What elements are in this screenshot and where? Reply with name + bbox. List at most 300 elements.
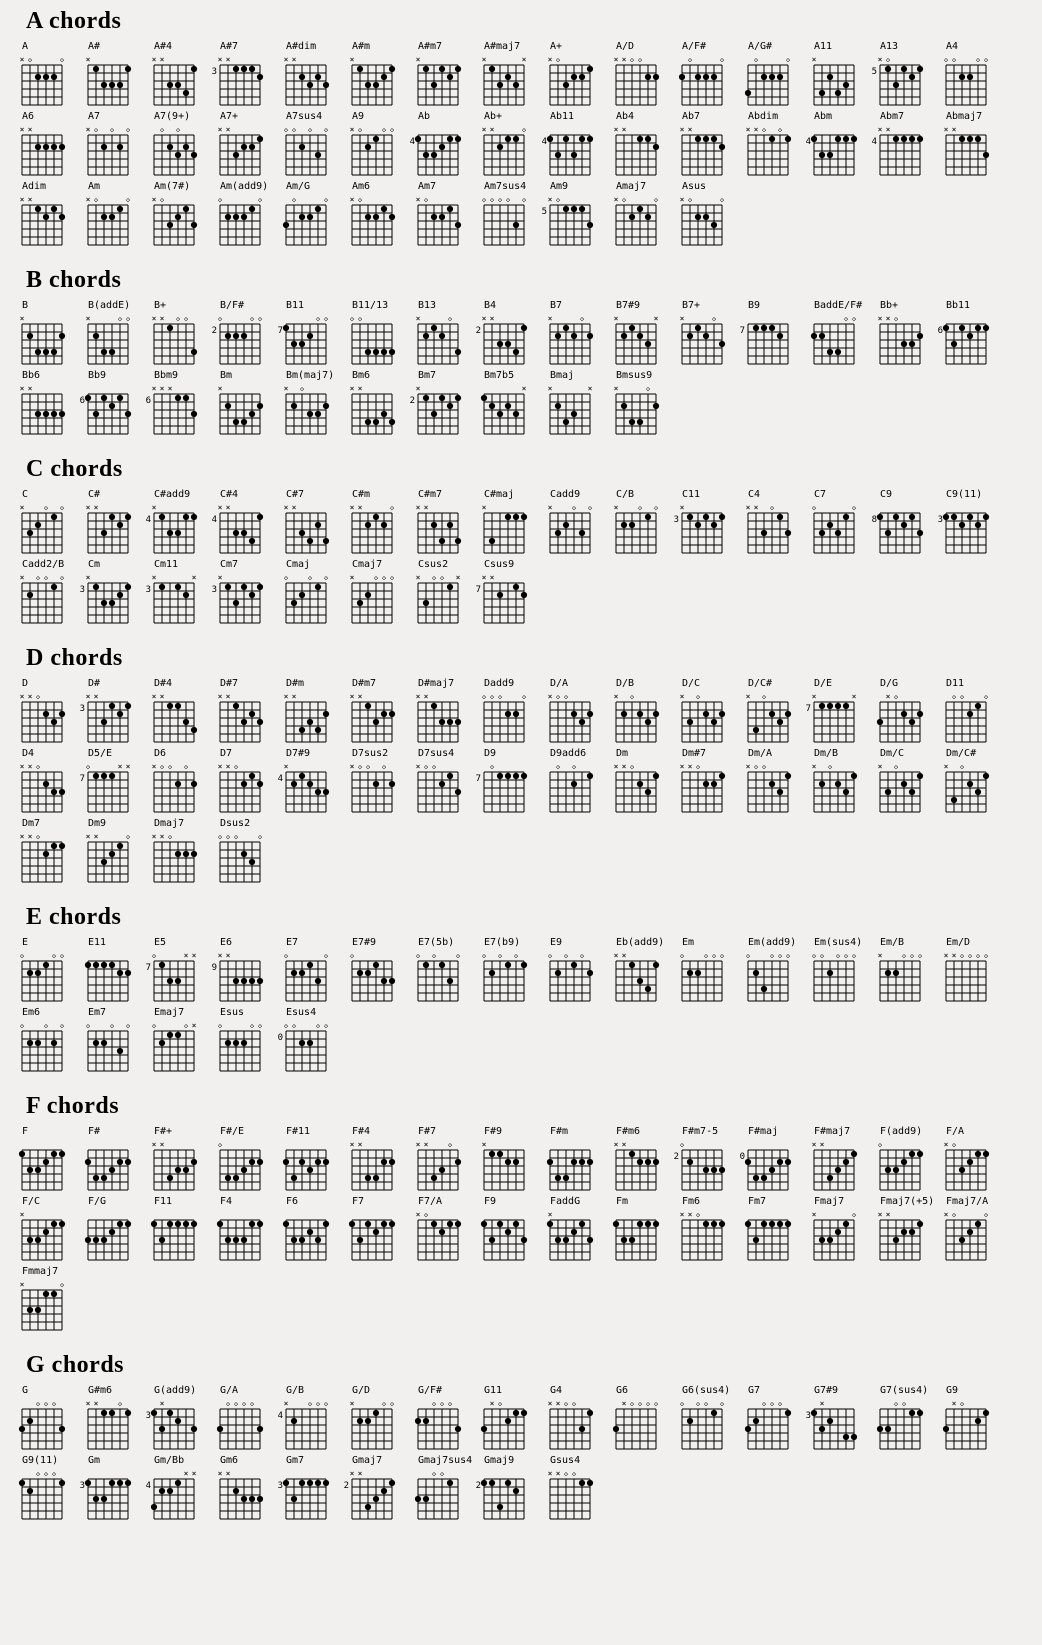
finger-dot: [835, 1167, 841, 1173]
open-string-marker: ◇: [167, 763, 173, 771]
finger-dot: [183, 719, 189, 725]
finger-dot: [249, 978, 255, 984]
finger-dot: [241, 419, 247, 425]
finger-dot: [323, 789, 329, 795]
finger-dot: [579, 1159, 585, 1165]
finger-dot: [975, 789, 981, 795]
chord-name: Bm7b5: [484, 370, 515, 381]
finger-dot: [687, 719, 693, 725]
fret-position-label: 4: [211, 515, 217, 525]
chord-name: A11: [814, 41, 833, 52]
muted-string-marker: ×: [587, 384, 593, 393]
finger-dot: [101, 1040, 107, 1046]
muted-string-marker: ×: [291, 503, 297, 512]
open-string-marker: ◇: [159, 763, 165, 771]
chord-name: Cadd2/B: [22, 559, 65, 570]
finger-dot: [175, 395, 181, 401]
finger-dot: [373, 1496, 379, 1502]
chord-grid: [272, 760, 338, 814]
chord-grid: [8, 1278, 74, 1332]
finger-dot: [249, 859, 255, 865]
finger-dot: [455, 538, 461, 544]
chord-name: Cmaj7: [352, 559, 383, 570]
finger-dot: [307, 781, 313, 787]
finger-dot: [753, 970, 759, 976]
chord-diagram: [536, 111, 602, 177]
chord-name: C#m: [352, 489, 371, 500]
finger-dot: [835, 349, 841, 355]
finger-dot: [447, 1480, 453, 1486]
chord-name: Bb6: [22, 370, 41, 381]
finger-dot: [365, 419, 371, 425]
finger-dot: [365, 1221, 371, 1227]
finger-dot: [819, 703, 825, 709]
finger-dot: [455, 1159, 461, 1165]
finger-dot: [637, 711, 643, 717]
chord-diagram: [338, 370, 404, 436]
finger-dot: [877, 514, 883, 520]
chord-diagram: [470, 1385, 536, 1451]
chord-name: E5: [154, 937, 167, 948]
chord-diagram: [932, 678, 998, 744]
finger-dot: [645, 341, 651, 347]
finger-dot: [505, 1159, 511, 1165]
finger-dot: [307, 82, 313, 88]
finger-dot: [323, 711, 329, 717]
finger-dot: [917, 1221, 923, 1227]
chord-diagram: [8, 1266, 74, 1332]
chord-name: E11: [88, 937, 107, 948]
chord-grid: [404, 53, 470, 107]
chord-grid: [140, 949, 206, 1003]
muted-string-marker: ×: [613, 503, 619, 512]
chord-name: D#m: [286, 678, 305, 689]
muted-string-marker: ×: [489, 1399, 495, 1408]
finger-dot: [975, 325, 981, 331]
finger-dot: [257, 781, 263, 787]
finger-dot: [917, 66, 923, 72]
muted-string-marker: ×: [415, 1210, 421, 1219]
finger-dot: [175, 82, 181, 88]
finger-dot: [291, 1237, 297, 1243]
finger-dot: [505, 773, 511, 779]
chord-row: [8, 748, 1042, 814]
finger-dot: [777, 514, 783, 520]
finger-dot: [909, 789, 915, 795]
chord-name: Fmaj7/A: [946, 1196, 989, 1207]
chord-name: A7+: [220, 111, 239, 122]
finger-dot: [843, 1159, 849, 1165]
open-string-marker: ◇: [959, 1400, 965, 1408]
chord-grid: [272, 1467, 338, 1521]
chord-grid: [338, 193, 404, 247]
chord-diagram: [470, 300, 536, 366]
open-string-marker: ◇: [885, 56, 891, 64]
finger-dot: [521, 1410, 527, 1416]
chord-diagram: [338, 1385, 404, 1451]
finger-dot: [703, 711, 709, 717]
muted-string-marker: ×: [357, 1469, 363, 1478]
chord-diagram: [338, 489, 404, 555]
chord-name: F#maj7: [814, 1126, 851, 1137]
finger-dot: [645, 74, 651, 80]
finger-dot: [587, 333, 593, 339]
chord-grid: [272, 382, 338, 436]
chord-grid: [8, 760, 74, 814]
open-string-marker: ◇: [769, 504, 775, 512]
finger-dot: [257, 136, 263, 142]
chord-grid: [140, 1397, 206, 1451]
chord-grid: [932, 1397, 998, 1451]
open-string-marker: ◇: [307, 574, 313, 582]
muted-string-marker: ×: [349, 692, 355, 701]
chord-grid: [338, 1138, 404, 1192]
section-title: A chords: [26, 8, 122, 34]
chord-name: D/B: [616, 678, 635, 689]
chord-grid: [470, 571, 536, 625]
finger-dot: [975, 522, 981, 528]
chord-name: A/D: [616, 41, 635, 52]
open-string-marker: ◇: [217, 315, 223, 323]
muted-string-marker: ×: [415, 314, 421, 323]
chord-name: Cmaj: [286, 559, 311, 570]
chord-grid: [8, 1019, 74, 1073]
finger-dot: [59, 214, 65, 220]
finger-dot: [191, 349, 197, 355]
finger-dot: [505, 403, 511, 409]
finger-dot: [117, 843, 123, 849]
open-string-marker: ◇: [843, 952, 849, 960]
finger-dot: [373, 1410, 379, 1416]
chord-diagram: [338, 1196, 404, 1262]
finger-dot: [241, 978, 247, 984]
open-string-marker: ◇: [217, 1141, 223, 1149]
finger-dot: [291, 1175, 297, 1181]
finger-dot: [109, 214, 115, 220]
chord-diagram: [206, 937, 272, 1003]
chord-name: Cm11: [154, 559, 179, 570]
chord-diagram: [338, 937, 404, 1003]
chord-name: Em: [682, 937, 695, 948]
finger-dot: [381, 711, 387, 717]
open-string-marker: ◇: [59, 574, 65, 582]
finger-dot: [917, 711, 923, 717]
finger-dot: [175, 978, 181, 984]
open-string-marker: ◇: [389, 126, 395, 134]
muted-string-marker: ×: [283, 503, 289, 512]
chord-grid: [206, 1208, 272, 1262]
finger-dot: [109, 403, 115, 409]
chord-grid: [800, 501, 866, 555]
muted-string-marker: ×: [481, 55, 487, 64]
fret-position-label: 4: [805, 137, 811, 147]
chord-diagram: [8, 1007, 74, 1073]
chord-name: B/F#: [220, 300, 245, 311]
finger-dot: [389, 978, 395, 984]
open-string-marker: ◇: [637, 504, 643, 512]
chord-name: G: [22, 1385, 29, 1396]
open-string-marker: ◇: [959, 693, 965, 701]
chord-grid: [206, 1019, 272, 1073]
finger-dot: [109, 82, 115, 88]
chord-diagram: [932, 937, 998, 1003]
muted-string-marker: ×: [27, 692, 33, 701]
finger-dot: [241, 851, 247, 857]
finger-dot: [365, 349, 371, 355]
chord-name: Bm(maj7): [286, 370, 335, 381]
chord-grid: [470, 760, 536, 814]
chord-name: C11: [682, 489, 701, 500]
chord-name: C9: [880, 489, 893, 500]
chord-grid: [206, 312, 272, 366]
chord-grid: [602, 501, 668, 555]
chord-name: Ab11: [550, 111, 575, 122]
open-string-marker: ◇: [389, 504, 395, 512]
finger-dot: [439, 1167, 445, 1173]
finger-dot: [191, 152, 197, 158]
finger-dot: [59, 333, 65, 339]
fret-position-label: 2: [475, 1481, 481, 1491]
open-string-marker: ◇: [35, 1400, 41, 1408]
finger-dot: [381, 1159, 387, 1165]
open-string-marker: ◇: [257, 1022, 263, 1030]
chord-diagram: [206, 559, 272, 625]
open-string-marker: ◇: [381, 1400, 387, 1408]
chord-name: Bm7: [418, 370, 437, 381]
muted-string-marker: ×: [613, 314, 619, 323]
finger-dot: [159, 1237, 165, 1243]
open-string-marker: ◇: [447, 1141, 453, 1149]
finger-dot: [811, 1410, 817, 1416]
open-string-marker: ◇: [35, 833, 41, 841]
finger-dot: [225, 333, 231, 339]
chord-name: D#4: [154, 678, 173, 689]
open-string-marker: ◇: [307, 126, 313, 134]
finger-dot: [51, 206, 57, 212]
chord-name: C#maj: [484, 489, 515, 500]
chord-diagram: [470, 370, 536, 436]
open-string-marker: ◇: [423, 1211, 429, 1219]
finger-dot: [719, 711, 725, 717]
chord-grid: [8, 1397, 74, 1451]
finger-dot: [381, 206, 387, 212]
finger-dot: [975, 1418, 981, 1424]
finger-dot: [497, 82, 503, 88]
finger-dot: [249, 711, 255, 717]
muted-string-marker: ×: [547, 1469, 553, 1478]
finger-dot: [233, 214, 239, 220]
finger-dot: [241, 144, 247, 150]
section-a-chords: [8, 8, 1042, 247]
finger-dot: [35, 74, 41, 80]
chord-diagram: [668, 1385, 734, 1451]
finger-dot: [233, 978, 239, 984]
chord-grid: [206, 1467, 272, 1521]
chord-grid: [536, 193, 602, 247]
chord-name: Csus9: [484, 559, 515, 570]
chord-grid: [668, 193, 734, 247]
finger-dot: [555, 1237, 561, 1243]
finger-dot: [233, 1237, 239, 1243]
finger-dot: [571, 711, 577, 717]
muted-string-marker: ×: [159, 832, 165, 841]
finger-dot: [587, 222, 593, 228]
chord-name: Csus2: [418, 559, 449, 570]
finger-dot: [827, 1175, 833, 1181]
open-string-marker: ◇: [423, 196, 429, 204]
open-string-marker: ◇: [563, 1470, 569, 1478]
open-string-marker: ◇: [19, 952, 25, 960]
finger-dot: [323, 1221, 329, 1227]
chord-name: F#m6: [616, 1126, 641, 1137]
chord-name: D/G: [880, 678, 899, 689]
open-string-marker: ◇: [645, 385, 651, 393]
finger-dot: [117, 592, 123, 598]
open-string-marker: ◇: [389, 574, 395, 582]
finger-dot: [93, 584, 99, 590]
chord-diagram: [866, 41, 932, 107]
section-title: C chords: [26, 456, 123, 482]
chord-diagram: [470, 678, 536, 744]
finger-dot: [439, 1229, 445, 1235]
open-string-marker: ◇: [777, 126, 783, 134]
finger-dot: [175, 703, 181, 709]
section-title: E chords: [26, 904, 122, 930]
open-string-marker: ◇: [513, 952, 519, 960]
finger-dot: [637, 1221, 643, 1227]
open-string-marker: ◇: [125, 126, 131, 134]
chord-diagram: [404, 181, 470, 247]
chord-grid: [8, 1208, 74, 1262]
finger-dot: [257, 1159, 263, 1165]
muted-string-marker: ×: [85, 503, 91, 512]
open-string-marker: ◇: [283, 952, 289, 960]
finger-dot: [489, 1480, 495, 1486]
finger-dot: [233, 1175, 239, 1181]
finger-dot: [249, 1221, 255, 1227]
finger-dot: [563, 522, 569, 528]
chord-name: A7sus4: [286, 111, 323, 122]
finger-dot: [101, 1237, 107, 1243]
muted-string-marker: ×: [877, 762, 883, 771]
finger-dot: [93, 1040, 99, 1046]
muted-string-marker: ×: [489, 573, 495, 582]
finger-dot: [233, 1488, 239, 1494]
fret-position-label: 4: [277, 774, 283, 784]
open-string-marker: ◇: [917, 952, 923, 960]
section-title: F chords: [26, 1093, 120, 1119]
finger-dot: [555, 152, 561, 158]
muted-string-marker: ×: [621, 1140, 627, 1149]
finger-dot: [555, 1175, 561, 1181]
chord-grid: [272, 193, 338, 247]
fret-position-label: 3: [937, 515, 943, 525]
finger-dot: [51, 719, 57, 725]
open-string-marker: ◇: [233, 763, 239, 771]
chord-grid: [932, 53, 998, 107]
finger-dot: [59, 789, 65, 795]
fret-position-label: 7: [145, 963, 151, 973]
chord-name: Am/G: [286, 181, 311, 192]
finger-dot: [629, 522, 635, 528]
finger-dot: [323, 1480, 329, 1486]
muted-string-marker: ×: [349, 384, 355, 393]
open-string-marker: ◇: [233, 833, 239, 841]
finger-dot: [283, 325, 289, 331]
finger-dot: [637, 1159, 643, 1165]
chord-grid: [74, 193, 140, 247]
chord-grid: [536, 501, 602, 555]
open-string-marker: ◇: [109, 1022, 115, 1030]
chord-name: Fm: [616, 1196, 629, 1207]
chord-diagram: [866, 300, 932, 366]
chord-name: B11: [286, 300, 305, 311]
section-c-chords: [8, 456, 1042, 625]
open-string-marker: ◇: [283, 1022, 289, 1030]
finger-dot: [51, 1040, 57, 1046]
muted-string-marker: ×: [19, 692, 25, 701]
chord-grid: [866, 123, 932, 177]
open-string-marker: ◇: [481, 952, 487, 960]
muted-string-marker: ×: [191, 951, 197, 960]
open-string-marker: ◇: [785, 952, 791, 960]
open-string-marker: ◇: [563, 952, 569, 960]
chord-diagram: [668, 937, 734, 1003]
chord-grid: [536, 382, 602, 436]
finger-dot: [117, 206, 123, 212]
chord-grid: [668, 1138, 734, 1192]
muted-string-marker: ×: [885, 1210, 891, 1219]
finger-dot: [191, 1221, 197, 1227]
chord-grid: [602, 53, 668, 107]
finger-dot: [819, 1426, 825, 1432]
chord-name: B13: [418, 300, 437, 311]
finger-dot: [35, 522, 41, 528]
finger-dot: [513, 411, 519, 417]
finger-dot: [629, 325, 635, 331]
finger-dot: [811, 333, 817, 339]
finger-dot: [811, 136, 817, 142]
chord-diagram: [734, 937, 800, 1003]
open-string-marker: ◇: [51, 1400, 57, 1408]
finger-dot: [307, 1040, 313, 1046]
finger-dot: [175, 851, 181, 857]
chord-grid: [602, 1208, 668, 1262]
chord-diagram: [206, 1126, 272, 1192]
finger-dot: [241, 333, 247, 339]
chord-row: [8, 1385, 1042, 1451]
chord-diagram: [8, 748, 74, 814]
finger-dot: [389, 1221, 395, 1227]
finger-dot: [323, 82, 329, 88]
open-string-marker: ◇: [835, 952, 841, 960]
chord-name: G9: [946, 1385, 959, 1396]
chord-diagram: [734, 300, 800, 366]
finger-dot: [777, 1221, 783, 1227]
chord-grid: [338, 501, 404, 555]
finger-dot: [571, 74, 577, 80]
chord-name: G6(sus4): [682, 1385, 731, 1396]
open-string-marker: ◇: [901, 952, 907, 960]
chord-grid: [602, 949, 668, 1003]
finger-dot: [43, 1159, 49, 1165]
finger-dot: [901, 1159, 907, 1165]
finger-dot: [447, 522, 453, 528]
open-string-marker: ◇: [415, 952, 421, 960]
chord-diagram: [470, 1126, 536, 1192]
finger-dot: [191, 411, 197, 417]
chord-grid: [338, 760, 404, 814]
